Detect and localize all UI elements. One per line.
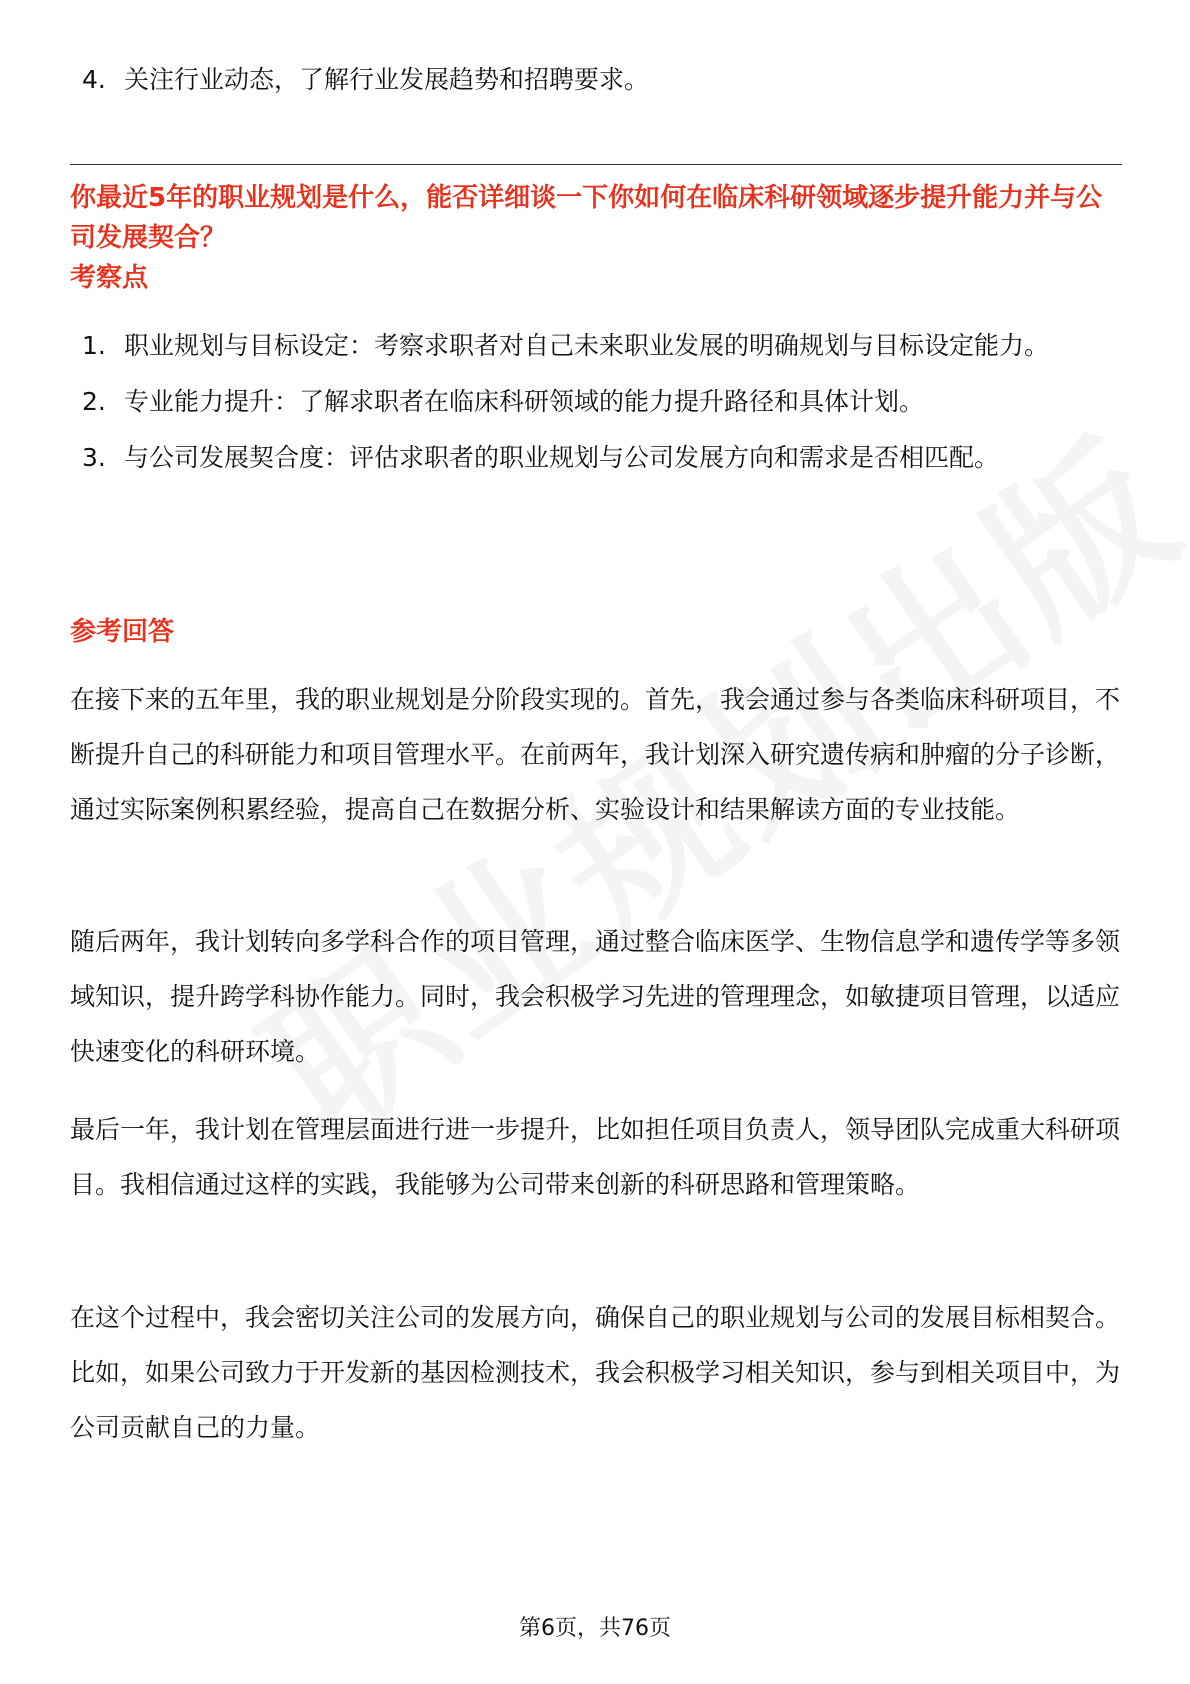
top-list [82,52,1122,108]
answer-paragraph: 在接下来的五年里，我的职业规划是分阶段实现的。首先，我会通过参与各类临床科研项目，不断提升自己的科研能力和项目管理水平。在前两年，我计划深入研究遗传病和肿瘤的分子诊断，通过实际案例积累经验，提高自己在数据分析、实验设计和结果解读方面的专业技能。 [70,685,1121,824]
list-item-number: 1. [82,331,106,360]
list-item-text: 与公司发展契合度：评估求职者的职业规划与公司发展方向和需求是否相匹配。 [124,443,1000,472]
assessment-list [82,318,1122,486]
list-item-number: 2. [82,387,106,416]
list-item-number: 4. [82,65,106,94]
page-number: 第6页，共76页 [519,1616,671,1641]
list-item-text: 专业能力提升：了解求职者在临床科研领域的能力提升路径和具体计划。 [124,387,925,416]
list-item [82,430,1122,486]
list-item-text: 关注行业动态，了解行业发展趋势和招聘要求。 [124,65,650,94]
list-item-number: 3. [82,443,106,472]
list-item [82,318,1122,374]
assessment-heading: 考察点 [70,263,149,293]
list-item [82,374,1122,430]
answer-heading: 参考回答 [70,617,175,647]
list-item [82,52,1122,108]
answer-paragraph: 随后两年，我计划转向多学科合作的项目管理，通过整合临床医学、生物信息学和遗传学等多领域知识，提升跨学科协作能力。同时，我会积极学习先进的管理理念，如敏捷项目管理，以适应快速变化的科研环境。 [70,927,1121,1066]
answer-paragraph: 最后一年，我计划在管理层面进行进一步提升，比如担任项目负责人，领导团队完成重大科研项目。我相信通过这样的实践，我能够为公司带来创新的科研思路和管理策略。 [70,1115,1121,1199]
answer-paragraph: 在这个过程中，我会密切关注公司的发展方向，确保自己的职业规划与公司的发展目标相契合。比如，如果公司致力于开发新的基因检测技术，我会积极学习相关知识，参与到相关项目中，为公司贡献自己的力量。 [70,1303,1121,1442]
section-divider [70,164,1122,165]
list-item-text: 职业规划与目标设定：考察求职者对自己未来职业发展的明确规划与目标设定能力。 [124,331,1050,360]
question-heading: 你最近5年的职业规划是什么，能否详细谈一下你如何在临床科研领域逐步提升能力并与公司发展契合？ [70,183,1103,253]
